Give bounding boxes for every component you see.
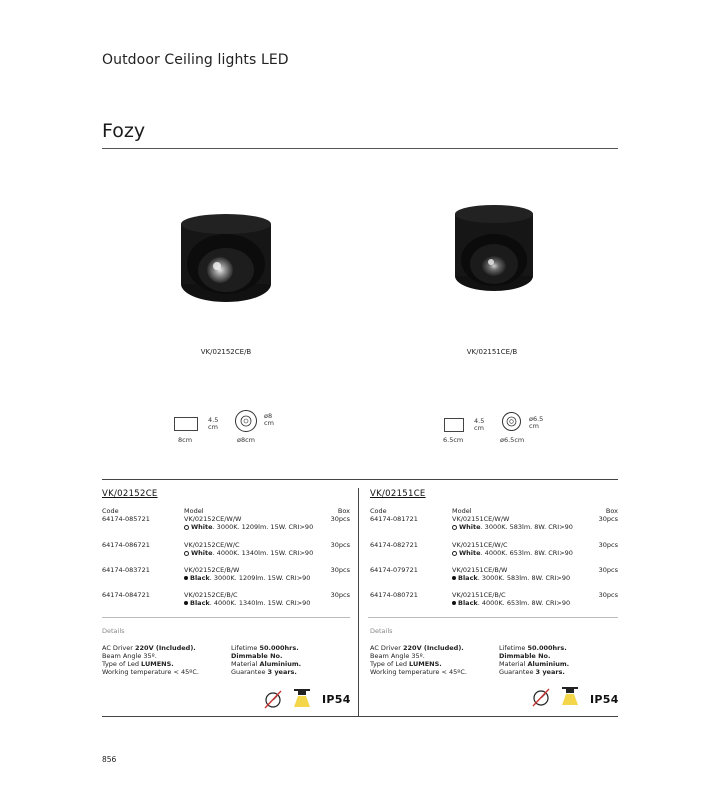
column-title: VK/02151CE — [370, 489, 426, 499]
detail-line: Guarantee 3 years. — [499, 668, 565, 676]
dimension-height: 4.5 — [474, 417, 485, 425]
detail-line: AC Driver 220V (Included). — [370, 644, 464, 652]
black-finish-icon — [184, 576, 188, 580]
row-model: VK/02152CE/B/W — [184, 566, 240, 574]
details-label: Details — [102, 627, 125, 635]
row-spec: White. 3000K. 583lm. 8W. CRI>90 — [452, 523, 573, 531]
details-divider-left — [102, 617, 350, 618]
row-code: 64174-081721 — [370, 515, 418, 523]
detail-line: Working temperature < 45ºC. — [102, 668, 199, 676]
detail-line: Beam Angle 35º. — [102, 652, 157, 660]
dimension-side-icon — [444, 418, 464, 432]
ip-rating: IP54 — [322, 693, 351, 706]
dimension-width: 6.5cm — [443, 436, 464, 444]
row-model: VK/02151CE/B/C — [452, 591, 506, 599]
column-title: VK/02152CE — [102, 489, 158, 499]
dimension-height-unit: cm — [474, 424, 484, 432]
dimension-diameter-full: ø6.5cm — [500, 436, 525, 444]
row-spec: White. 4000K. 1340lm. 15W. CRI>90 — [184, 549, 313, 557]
row-code: 64174-086721 — [102, 541, 150, 549]
row-spec: White. 3000K. 1209lm. 15W. CRI>90 — [184, 523, 313, 531]
header-box: Box — [605, 507, 618, 515]
row-spec: Black. 3000K. 583lm. 8W. CRI>90 — [452, 574, 570, 582]
row-box: 30pcs — [330, 515, 350, 523]
detail-line: Type of Led LUMENS. — [102, 660, 174, 668]
dimension-diameter: ø8 — [264, 412, 273, 420]
details-divider-right — [368, 617, 618, 618]
white-finish-icon — [452, 525, 457, 530]
detail-line: AC Driver 220V (Included). — [102, 644, 196, 652]
footer-divider — [102, 716, 618, 717]
row-model: VK/02152CE/W/W — [184, 515, 242, 523]
detail-line: Material Aluminium. — [499, 660, 570, 668]
header-box: Box — [337, 507, 350, 515]
row-code: 64174-084721 — [102, 591, 150, 599]
row-box: 30pcs — [330, 566, 350, 574]
detail-line: Guarantee 3 years. — [231, 668, 297, 676]
row-model: VK/02152CE/W/C — [184, 541, 240, 549]
black-finish-icon — [184, 601, 188, 605]
row-code: 64174-082721 — [370, 541, 418, 549]
product-image-vk02151ce — [454, 204, 534, 292]
no-dimmer-icon — [530, 686, 552, 708]
product-caption: VK/02152CE/B — [200, 348, 252, 356]
row-model: VK/02152CE/B/C — [184, 591, 238, 599]
row-box: 30pcs — [598, 515, 618, 523]
detail-line: Dimmable No. — [231, 652, 283, 660]
section-divider — [102, 479, 618, 480]
header-code: Code — [370, 507, 387, 515]
details-label: Details — [370, 627, 393, 635]
product-family-title: Fozy — [102, 120, 146, 142]
no-dimmer-icon — [262, 688, 284, 710]
header-divider — [102, 148, 618, 149]
row-box: 30pcs — [330, 541, 350, 549]
dimension-diameter-unit: cm — [264, 419, 274, 427]
column-divider — [358, 488, 359, 716]
detail-line: Dimmable No. — [499, 652, 551, 660]
detail-line: Material Aluminium. — [231, 660, 302, 668]
page-number: 856 — [102, 755, 117, 764]
white-finish-icon — [452, 551, 457, 556]
ip-rating: IP54 — [590, 693, 619, 706]
detail-line: Beam Angle 35º. — [370, 652, 425, 660]
ceiling-light-icon — [292, 688, 312, 708]
dimension-height: 4.5 — [208, 416, 219, 424]
row-code: 64174-083721 — [102, 566, 150, 574]
row-spec: Black. 3000K. 1209lm. 15W. CRI>90 — [184, 574, 310, 582]
row-box: 30pcs — [598, 591, 618, 599]
detail-line: Working temperature < 45ºC. — [370, 668, 467, 676]
black-finish-icon — [452, 601, 456, 605]
row-code: 64174-085721 — [102, 515, 150, 523]
ceiling-light-icon — [560, 686, 580, 706]
row-box: 30pcs — [598, 541, 618, 549]
detail-line: Type of Led LUMENS. — [370, 660, 442, 668]
row-box: 30pcs — [330, 591, 350, 599]
white-finish-icon — [184, 551, 189, 556]
header-code: Code — [102, 507, 119, 515]
header-model: Model — [184, 507, 204, 515]
dimension-diameter-unit: cm — [529, 422, 539, 430]
row-spec: Black. 4000K. 653lm. 8W. CRI>90 — [452, 599, 570, 607]
detail-line: Lifetime 50.000hrs. — [231, 644, 299, 652]
header-model: Model — [452, 507, 472, 515]
row-code: 64174-080721 — [370, 591, 418, 599]
dimension-top-icon — [501, 411, 522, 432]
row-model: VK/02151CE/W/W — [452, 515, 510, 523]
row-code: 64174-079721 — [370, 566, 418, 574]
black-finish-icon — [452, 576, 456, 580]
dimension-top-icon — [234, 409, 258, 433]
detail-line: Lifetime 50.000hrs. — [499, 644, 567, 652]
row-spec: Black. 4000K. 1340lm. 15W. CRI>90 — [184, 599, 310, 607]
white-finish-icon — [184, 525, 189, 530]
dimension-diameter-full: ø8cm — [237, 436, 256, 444]
product-image-vk02152ce — [180, 212, 272, 302]
dimension-diameter: ø6.5 — [529, 415, 544, 423]
row-model: VK/02151CE/W/C — [452, 541, 508, 549]
row-model: VK/02151CE/B/W — [452, 566, 508, 574]
row-spec: White. 4000K. 653lm. 8W. CRI>90 — [452, 549, 573, 557]
row-box: 30pcs — [598, 566, 618, 574]
dimension-height-unit: cm — [208, 423, 218, 431]
dimension-width: 8cm — [178, 436, 193, 444]
product-caption: VK/02151CE/B — [466, 348, 518, 356]
dimension-side-icon — [174, 417, 198, 431]
category-title: Outdoor Ceiling lights LED — [102, 52, 289, 68]
